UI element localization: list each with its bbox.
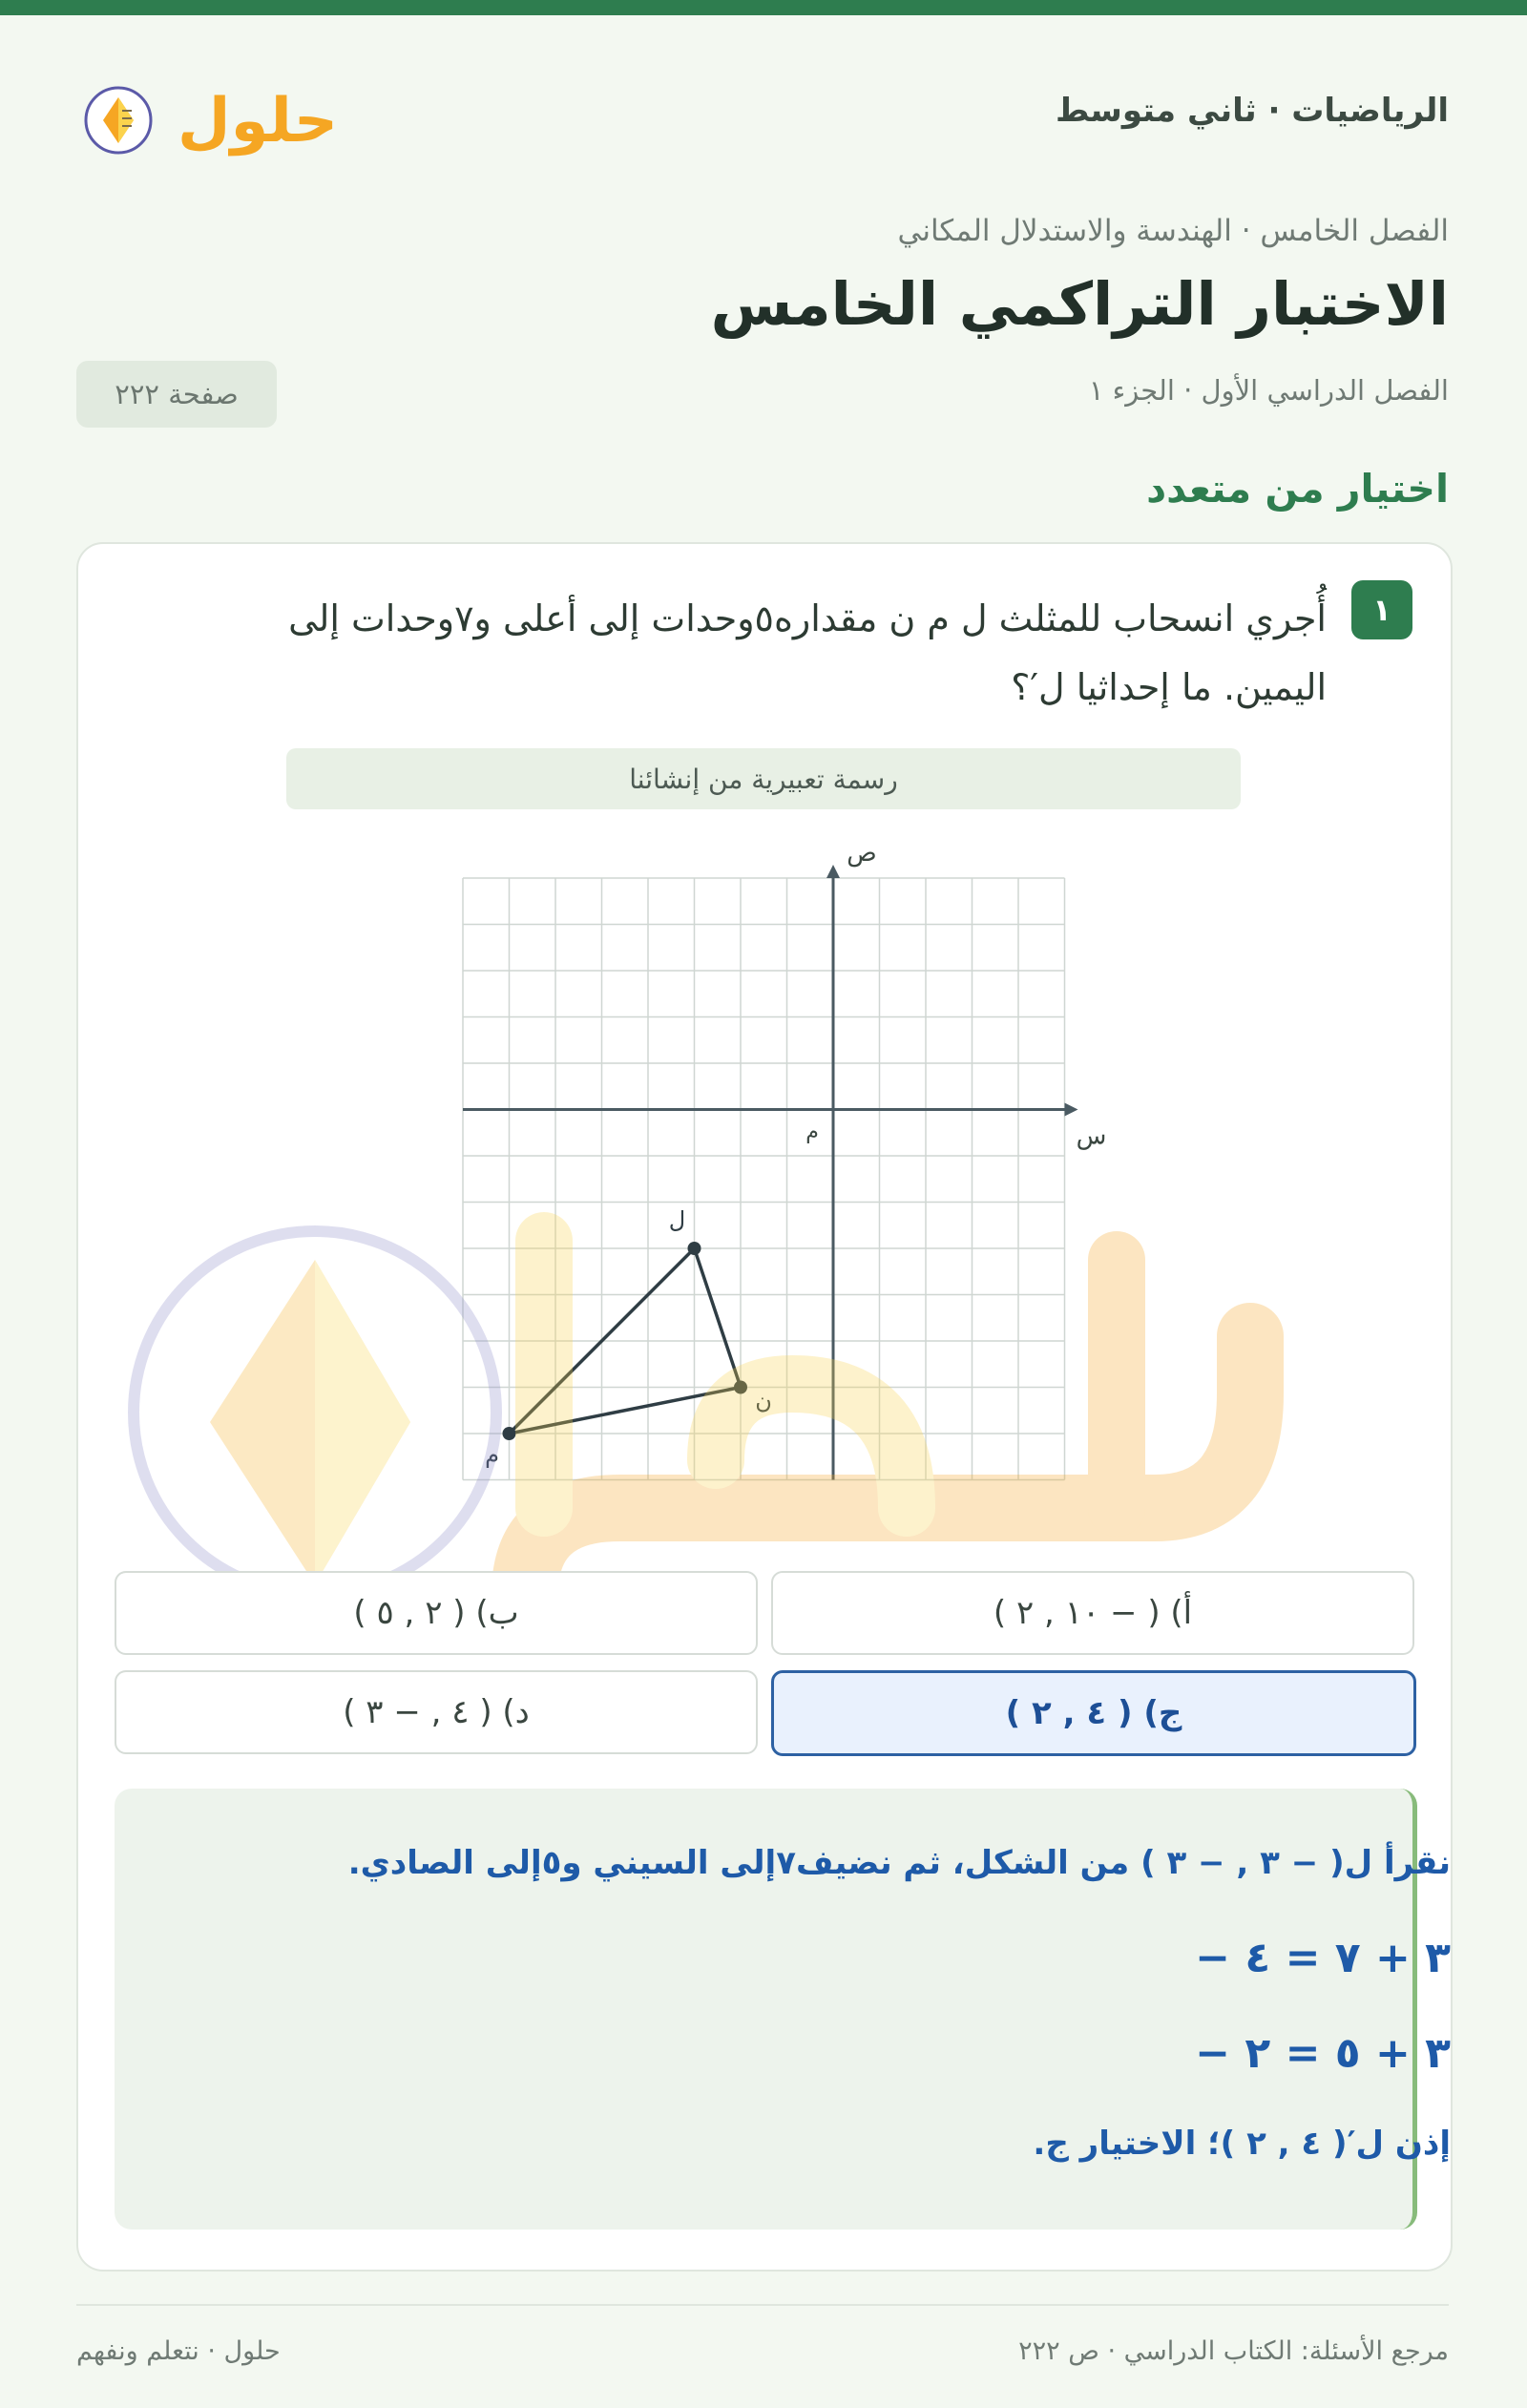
x-axis-arrow (1065, 1103, 1078, 1117)
footer-divider (76, 2304, 1449, 2306)
page-title: الاختبار التراكمي الخامس (710, 269, 1449, 339)
option-a[interactable]: أ) ( − ١٠ , ٢ ) (771, 1571, 1414, 1655)
solution-step-1: نقرأ ل( − ٣ , − ٣ ) من الشكل، ثم نضيف٧إلى السيني و٥إلى الصادي. (347, 1844, 1451, 1882)
vertex-label: ل (668, 1206, 686, 1233)
chapter-label: الفصل الخامس · الهندسة والاستدلال المكاني (897, 214, 1449, 248)
coordinate-graph (420, 830, 1145, 1498)
footer-reference: مرجع الأسئلة: الكتاب الدراسي · ص ٢٢٢ (1018, 2336, 1449, 2366)
vertex-point (688, 1242, 701, 1255)
logo-text: حلول (178, 86, 338, 157)
y-axis-label: ص (847, 839, 877, 868)
top-accent-bar (0, 0, 1527, 15)
origin-label: م (805, 1120, 819, 1144)
vertex-point (734, 1381, 747, 1394)
question-number-badge: ١ (1351, 580, 1412, 639)
vertex-label: ن (755, 1387, 772, 1414)
section-title: اختيار من متعدد (1146, 466, 1449, 512)
semester-label: الفصل الدراسي الأول · الجزء ١ (1088, 374, 1449, 407)
option-d[interactable]: د) ( ٤ , − ٣ ) (115, 1670, 758, 1754)
question-text: أُجري انسحاب للمثلث ل م ن مقداره٥وحدات إلى أعلى و٧وحدات إلى اليمين. ما إحداثيا ل′؟ (288, 597, 1327, 708)
solution-step-2: − ٣ + ٧ = ٤ (1195, 1934, 1451, 1982)
solution-step-3: − ٣ + ٥ = ٢ (1195, 2029, 1451, 2078)
vertex-label: م (485, 1441, 499, 1468)
option-c-selected[interactable]: ج) ( ٤ , ٢ ) (771, 1670, 1416, 1756)
x-axis-label: س (1076, 1121, 1107, 1151)
vertex-point (503, 1427, 516, 1440)
hulul-logo[interactable] (76, 61, 353, 176)
solution-conclusion: إذن ل′( ٤ , ٢ )؛ الاختيار ج. (1033, 2125, 1451, 2163)
option-b[interactable]: ب) ( ٢ , ٥ ) (115, 1571, 758, 1655)
subject-label: الرياضيات · ثاني متوسط (1056, 92, 1449, 130)
footer-brand: حلول · نتعلم ونفهم (76, 2336, 281, 2366)
figure-caption: رسمة تعبيرية من إنشائنا (286, 748, 1241, 809)
y-axis-arrow (826, 865, 840, 878)
page-number-badge: صفحة ٢٢٢ (76, 361, 277, 428)
